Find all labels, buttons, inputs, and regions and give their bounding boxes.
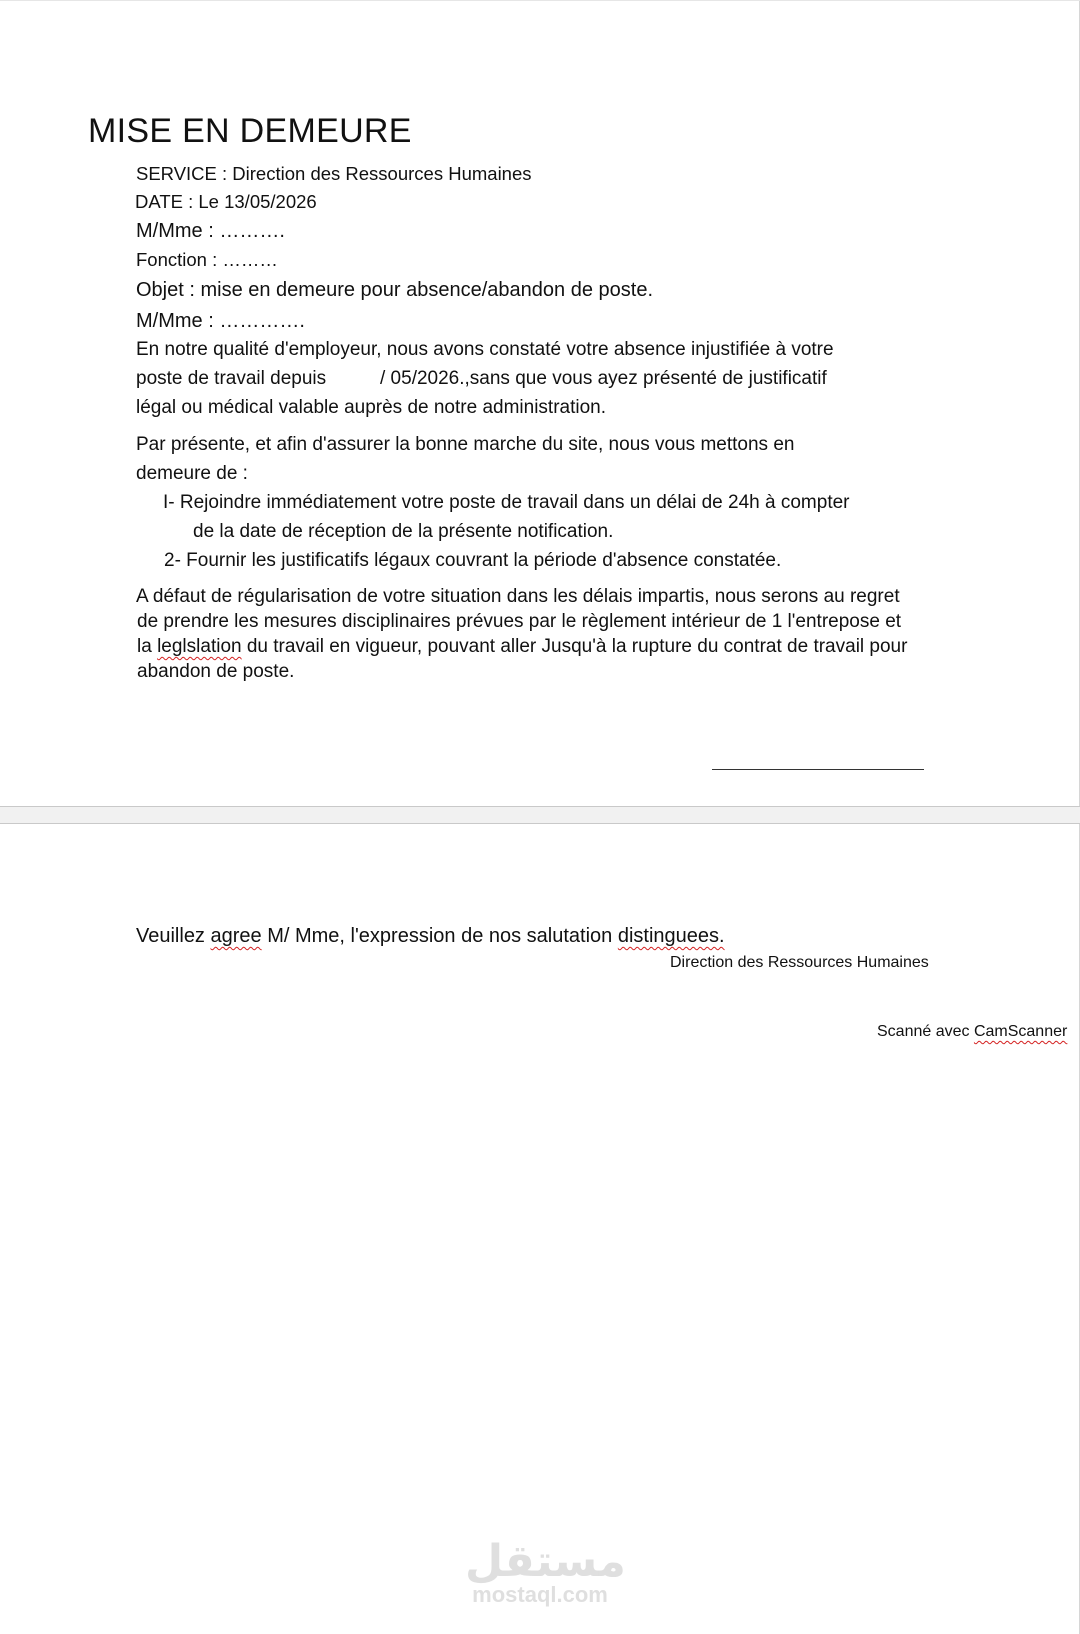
paragraph-3-line-4: abandon de poste. [137,661,295,682]
document-page-one [0,0,1080,806]
date-line: DATE : Le 13/05/2026 [135,191,317,212]
watermark-domain-text: mostaql.com [472,1582,608,1607]
scan-note-prefix: Scanné avec [877,1023,974,1040]
paragraph-1-line-1: En notre qualité d'employeur, nous avons constaté votre absence injustifiée à votre [136,339,834,360]
signature-line [712,769,924,770]
paragraph-1-line-3: légal ou médical valable auprès de notre administration. [136,397,606,418]
scan-app-name: CamScanner [973,1023,1068,1040]
misspelled-distinguees-word: distinguees. [617,925,725,947]
page-title: MISE EN DEMEURE [88,112,412,150]
paragraph-1-line-2-end: / 05/2026.,sans que vous ayez présenté de justificatif [380,368,827,389]
closing-salutation [136,926,725,946]
paragraph-3-line-3-suffix: du travail en vigueur, pouvant aller Jusqu'à la rupture du contrat de travail pour [241,636,908,657]
list-item-1-line-2: de la date de réception de la présente notification. [193,521,614,542]
mostaql-watermark [465,1537,626,1607]
list-item-1-line-1: I- Rejoindre immédiatement votre poste de travail dans un délai de 24h à compter [163,492,850,513]
document-page-two [0,824,1080,1634]
service-line: SERVICE : Direction des Ressources Humaines [136,163,532,184]
subject-line: Objet : mise en demeure pour absence/abandon de poste. [136,279,654,301]
watermark-arabic-text: مستقل [465,1537,626,1586]
paragraph-3-line-3-prefix: la [137,636,158,657]
closing-prefix: Veuillez [136,925,211,947]
paragraph-1-line-2-start: poste de travail depuis [136,368,327,389]
recipient-line-2: M/Mme : …………. [136,310,305,332]
misspelled-agree-word: agree [210,925,262,947]
scan-note [877,1024,1067,1040]
paragraph-3-line-3 [137,637,907,656]
paragraph-3-line-2: de prendre les mesures disciplinaires prévues par le règlement intérieur de 1 l'entrepose et [137,611,902,632]
paragraph-2-line-1: Par présente, et afin d'assurer la bonne marche du site, nous vous mettons en [136,434,795,455]
function-line: Fonction : ……… [136,249,278,270]
recipient-line-1: M/Mme : ………. [136,220,285,242]
list-item-2: 2- Fournir les justificatifs légaux couvrant la période d'absence constatée. [164,550,782,571]
paragraph-3-line-1: A défaut de régularisation de votre situation dans les délais impartis, nous serons au regret [136,586,900,607]
signatory-department: Direction des Ressources Humaines [670,954,929,971]
misspelled-legislation-word: leglslation [157,636,242,657]
page-separator [0,806,1080,824]
paragraph-2-line-2: demeure de : [136,463,248,484]
closing-middle: M/ Mme, l'expression de nos salutation [261,925,618,947]
page-top-border [0,0,1080,1]
